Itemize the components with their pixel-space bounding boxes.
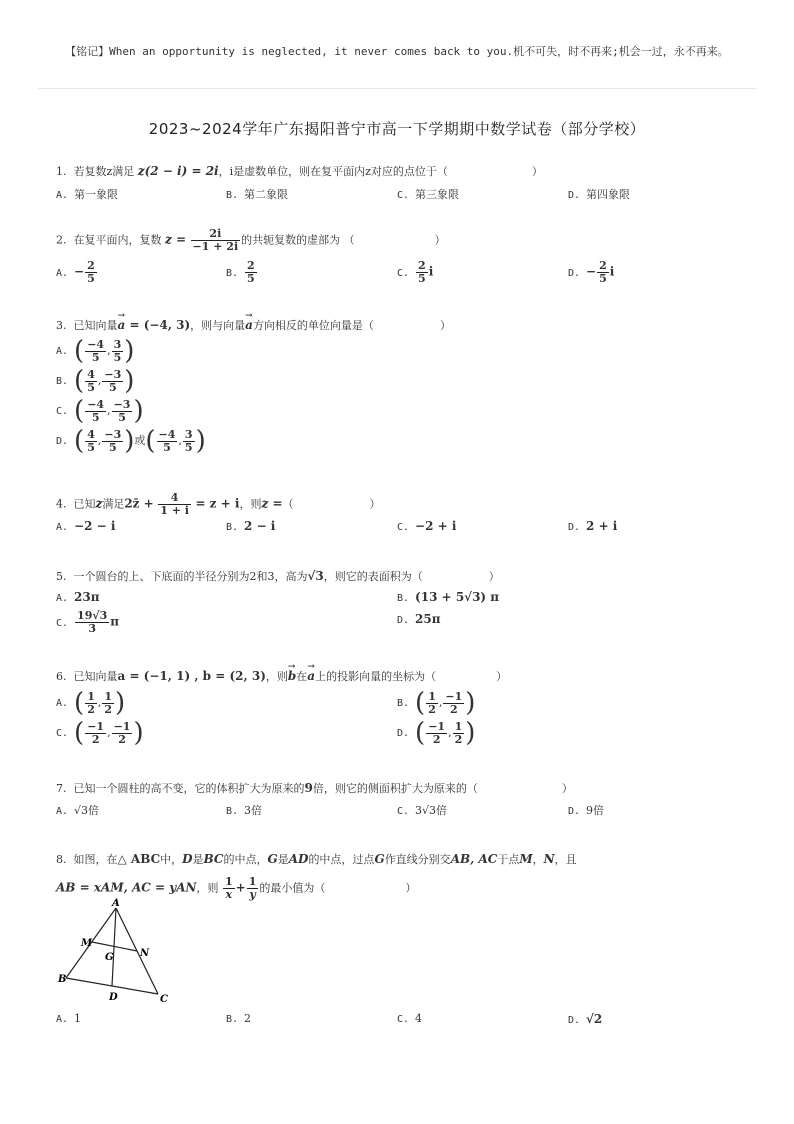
q1-option-d[interactable]: D. 第四象限 [568,188,631,201]
q2-number: 2. [56,233,67,247]
q1-expr: z(2 − i) = 2i [137,164,219,178]
q7-option-d[interactable]: D. 9倍 [568,804,605,817]
question-5: 5. 一个圆台的上、下底面的半径分别为2和3，高为√3，则它的表面积为（ ） [56,569,500,583]
q5-option-a[interactable]: A. 23π [56,590,100,604]
q3-option-c[interactable]: C. ( $\frac{-4}{5}$ , $\frac{-3}{5}$ ) [56,396,144,426]
q3-option-a[interactable]: A. ( $\frac{-4}{5}$ , $\frac{3}{5}$ ) [56,336,135,366]
question-7: 7. 已知一个圆柱的高不变，它的体积扩大为原来的9倍，则它的侧面积扩大为原来的（ ） [56,781,573,795]
q1-option-a[interactable]: A. 第一象限 [56,188,119,201]
label-g: G [105,952,114,963]
question-8: 8. 如图，在△ ABC中，D是BC的中点，G是AD的中点，过点G作直线分别交AB, AC于点M，N，且 [56,852,577,866]
label-d: D [109,992,118,1003]
q3-option-d[interactable]: D. ( $\frac{4}{5}$ , $\frac{-3}{5}$ )或( $\frac{-4}{5}$ , $\frac{3}{5}$ ) [56,426,206,456]
vector-a: → a [118,317,126,333]
q5-option-d[interactable]: D. 25π [397,612,441,626]
q4-option-c[interactable]: C. −2 + i [397,519,457,533]
q5-option-b[interactable]: B. (13 + 5√3) π [397,590,500,604]
q2-z: z = [165,232,187,247]
q4-option-b[interactable]: B. 2 − i [226,519,276,533]
q1-number: 1. [56,165,67,178]
q1-close: ） [531,165,543,178]
q2-option-b[interactable]: B. $\frac{2}{5}$ [226,259,255,285]
question-1 [56,163,543,180]
q1-post: ，i是虚数单位，则在复平面内z对应的点位于（ [218,165,448,178]
label-m: M [81,938,93,949]
q1-option-b[interactable]: B. 第二象限 [226,188,289,201]
q8-option-c[interactable]: C. 4 [397,1012,423,1025]
q2-option-d[interactable]: D. − $\frac{2}{5}$ i [568,259,615,285]
q2-fraction: $\frac{2i}{-1 + 2i}$ [192,227,239,253]
q1-pre: 若复数z满足 [73,165,135,178]
q7-option-c[interactable]: C. 3√3倍 [397,804,448,817]
label-c: C [160,994,168,1005]
q6-option-d[interactable]: D. ( $\frac{-1}{2}$ , $\frac{1}{2}$ ) [397,718,476,748]
q6-option-a[interactable]: A. ( $\frac{1}{2}$ , $\frac{1}{2}$ ) [56,688,126,718]
q2-post: 的共轭复数的虚部为 （ [241,233,355,247]
question-6: 6. 已知向量a = (−1, 1) , b = (2, 3)，则→ b在→ a上的投影向量的坐标为（ ） [56,668,507,685]
q7-option-a[interactable]: A. √3倍 [56,804,100,817]
q4-option-d[interactable]: D. 2 + i [568,519,618,533]
page-title: 2023~2024学年广东揭阳普宁市高一下学期期中数学试卷（部分学校） [148,120,646,138]
q7-option-b[interactable]: B. 3倍 [226,804,263,817]
question-4: 4. 已知z满足2z̄ + $\frac{4}{1 + i}$ = z + i，则z =（ ） [56,491,381,517]
q8-option-d[interactable]: D. √2 [568,1012,603,1026]
label-n: N [140,948,150,959]
q5-option-c[interactable]: C. $\frac{19√3}{3}$ π [56,609,120,635]
label-a: A [112,898,120,909]
q6-option-c[interactable]: C. ( $\frac{-1}{2}$ , $\frac{-1}{2}$ ) [56,718,144,748]
q4-option-a[interactable]: A. −2 − i [56,519,116,533]
q8-option-b[interactable]: B. 2 [226,1012,252,1025]
q2-option-a[interactable]: A. − $\frac{2}{5}$ [56,259,95,285]
label-b: B [58,974,67,985]
q8-option-a[interactable]: A. 1 [56,1012,82,1025]
q6-option-b[interactable]: B. ( $\frac{1}{2}$ , $\frac{-1}{2}$ ) [397,688,476,718]
divider [38,88,756,89]
q2-option-c[interactable]: C. $\frac{2}{5}$ i [397,259,434,285]
triangle-diagram [56,898,176,1008]
question-3: 3. 已知向量→ a = (−4, 3)，则与向量→ a方向相反的单位向量是（ ） [56,317,451,334]
question-2: 2. 在复平面内，复数 z = $\frac{2i}{-1 + 2i}$ 的共轭复数的虚部为 （ ） [56,227,446,253]
question-8-line-2: AB = xAM, AC = yAN，则 $\frac{1}{x}$ + $\frac{1}{y}$ 的最小值为（ ） [56,875,417,901]
q3-option-b[interactable]: B. ( $\frac{4}{5}$ , $\frac{-3}{5}$ ) [56,366,135,396]
q2-pre: 在复平面内，复数 [73,233,162,247]
motto: 【铭记】When an opportunity is neglected, it never comes back to you.机不可失，时不再来;机会一过，永不再来。 [65,45,729,58]
q1-option-c[interactable]: C. 第三象限 [397,188,460,201]
